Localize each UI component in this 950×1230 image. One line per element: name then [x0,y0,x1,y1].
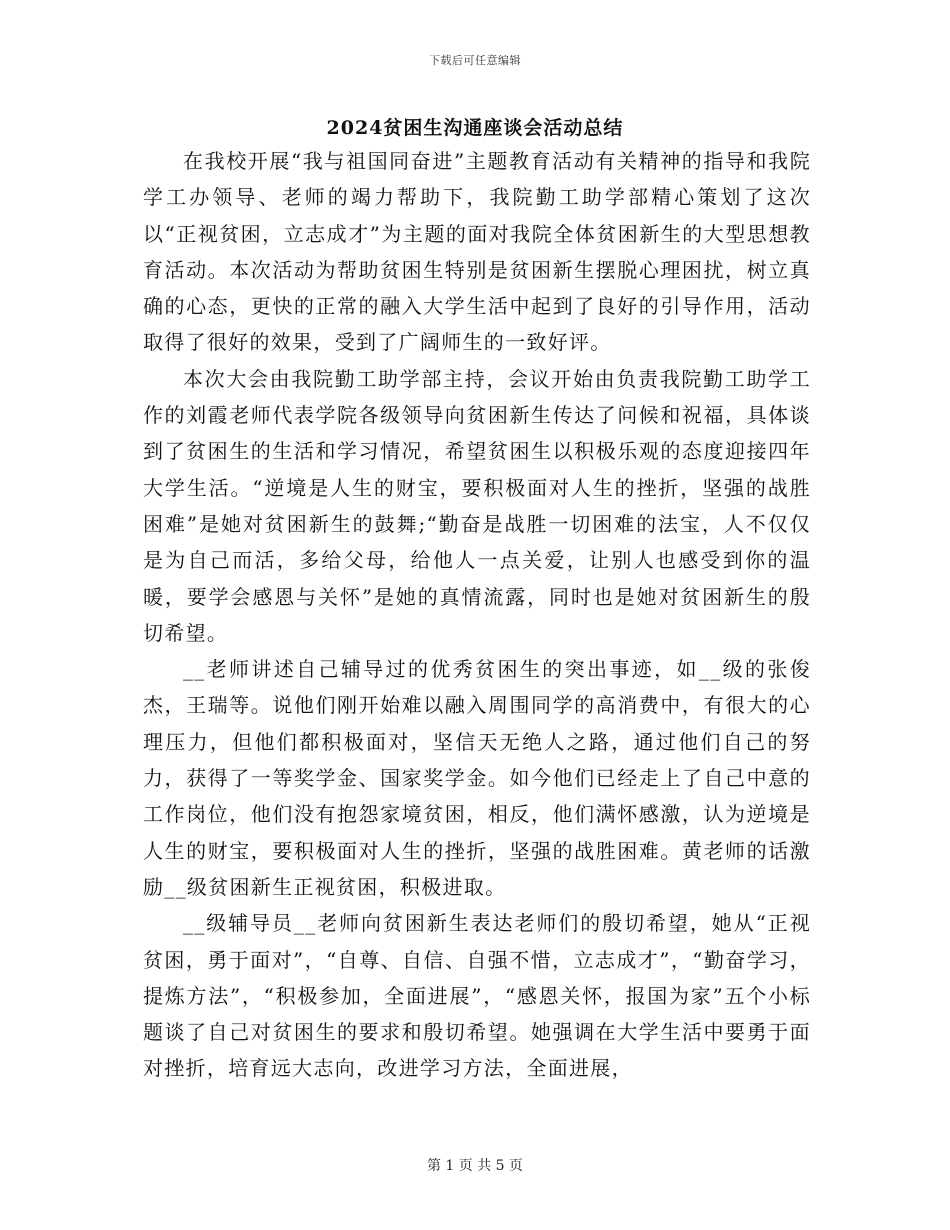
paragraph-1: 在我校开展“我与祖国同奋进”主题教育活动有关精神的指导和我院学工办领导、老师的竭力帮助下，我院勤工助学部精心策划了这次以“正视贫困，立志成才”为主题的面对我院全体贫困新生的大型思想教育活动。本次活动为帮助贫困生特别是贫困新生摆脱心理困扰，树立真确的心态，更快的正常的融入大学生活中起到了良好的引导作用，活动取得了很好的效果，受到了广阔师生的一致好评。 [143,149,811,355]
document-body [143,143,811,1087]
paragraph-3: __老师讲述自己辅导过的优秀贫困生的突出事迹，如__级的张俊杰，王瑞等。说他们刚开始难以融入周围同学的高消费中，有很大的心理压力，但他们都积极面对，坚信天无绝人之路，通过他们自己的努力，获得了一等奖学金、国家奖学金。如今他们已经走上了自己中意的工作岗位，他们没有抱怨家境贫困，相反，他们满怀感激，认为逆境是人生的财宝，要积极面对人生的挫折，坚强的战胜困难。黄老师的话激励__级贫困新生正视贫困，积极进取。 [143,657,811,899]
paragraph-2: 本次大会由我院勤工助学部主持，会议开始由负责我院勤工助学工作的刘霞老师代表学院各级领导向贫困新生传达了问候和祝福，具体谈到了贫困生的生活和学习情况，希望贫困生以积极乐观的态度迎接四年大学生活。“逆境是人生的财宝，要积极面对人生的挫折，坚强的战胜困难”是她对贫困新生的鼓舞;“勤奋是战胜一切困难的法宝，人不仅仅是为自己而活，多给父母，给他人一点关爱，让别人也感受到你的温暖，要学会感恩与关怀”是她的真情流露，同时也是她对贫困新生的殷切希望。 [143,366,811,645]
paragraph-4: __级辅导员__老师向贫困新生表达老师们的殷切希望，她从“正视贫困，勇于面对”，“自尊、自信、自强不惜，立志成才”，“勤奋学习，提炼方法”，“积极参加，全面进展”，“感恩关怀，报国为家”五个小标题谈了自己对贫困生的要求和殷切希望。她强调在大学生活中要勇于面对挫折，培育远大志向，改进学习方法，全面进展， [143,911,811,1081]
document-title: 2024贫困生沟通座谈会活动总结 [326,117,624,139]
header-note: 下载后可任意编辑 [429,54,521,67]
page-number: 第 1 页 共 5 页 [426,1158,524,1174]
